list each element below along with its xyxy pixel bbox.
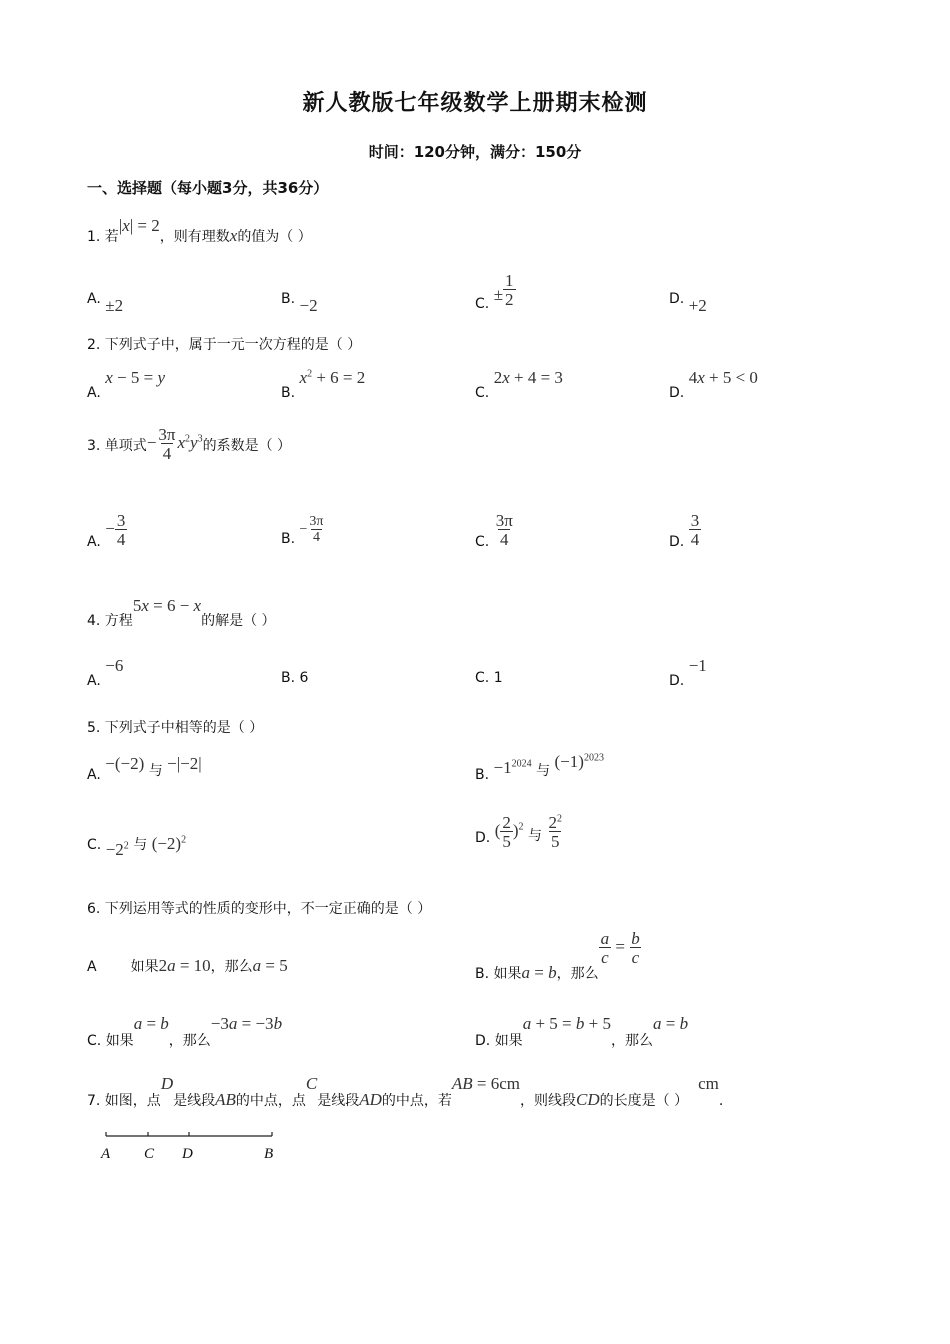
question-4: 4. 方程5x = 6 − x的解是（ ） — [87, 596, 276, 629]
segment-figure — [96, 1128, 286, 1168]
q5-option-a[interactable]: A. −(−2) 与 −|−2| — [87, 754, 202, 783]
q4-option-b[interactable]: B. 6 — [281, 670, 309, 686]
question-2: 2. 下列式子中，属于一元一次方程的是（ ） — [87, 337, 362, 353]
question-7: 7. 如图，点D是线段AB的中点，点C是线段AD的中点，若AB = 6cm，则线段CD的长度是（ ）cm. — [87, 1074, 724, 1109]
q2-option-b[interactable]: B. $x^2 + 6 = 2$ — [281, 368, 366, 401]
q2-option-d[interactable]: D. 4x + 5 < 0 — [669, 368, 758, 401]
exam-info: 时间：120分钟，满分：150分 — [368, 143, 582, 161]
q6-option-a[interactable]: A 如果2a = 10，那么a = 5 — [87, 956, 288, 975]
q1-option-c[interactable]: C. ± $\frac{1}{2}$ — [475, 271, 514, 312]
q5-option-b[interactable]: B. $-1^{2024}$ 与 $(-1)^{2023}$ — [475, 752, 604, 783]
question-1: 1. 若|x| = 2，则有理数x的值为（ ） — [87, 216, 312, 245]
q4-option-a[interactable]: A. −6 — [87, 656, 124, 689]
q4-option-c[interactable]: C. 1 — [475, 670, 503, 686]
q1-equation: |x| = 2 — [118, 216, 160, 235]
point-a-label: A — [101, 1146, 111, 1162]
q6-option-b[interactable]: B. 如果a = b，那么 $\frac{a}{c}$ = $\frac{b}{c}$ — [475, 929, 640, 982]
question-6: 6. 下列运用等式的性质的变形中，不一定正确的是（ ） — [87, 901, 432, 917]
q3-option-b[interactable]: B. − $\frac{3\pi}{4}$ — [281, 514, 324, 548]
q6-option-c[interactable]: C. 如果a = b，那么−3a = −3b — [87, 1014, 283, 1049]
point-d-label: D — [182, 1146, 193, 1162]
q5-option-c[interactable]: C. $-2^2$ 与 $(-2)^2$ — [87, 834, 187, 859]
q4-option-d[interactable]: D. −1 — [669, 656, 707, 689]
section-heading: 一、选择题（每小题3分，共36分） — [87, 179, 329, 197]
q5-option-d[interactable]: D. ( $\frac{2}{5}$ )$^2$ 与 $\frac{2^2}{5}$ — [475, 813, 562, 851]
q1-option-a[interactable]: A. ±2 — [87, 291, 124, 315]
q1-option-d[interactable]: D. +2 — [669, 291, 707, 315]
q3-option-d[interactable]: D. $\frac{3}{4}$ — [669, 511, 700, 550]
point-b-label: B — [264, 1146, 274, 1162]
q1-option-b[interactable]: B. −2 — [281, 291, 318, 315]
q3-option-a[interactable]: A. − $\frac{3}{4}$ — [87, 511, 126, 550]
q2-option-c[interactable]: C. 2x + 4 = 3 — [475, 368, 563, 401]
q3-monomial: − $\frac{3\pi}{4}$ $x^2y^3$ — [146, 425, 203, 463]
page-title: 新人教版七年级数学上册期末检测 — [302, 91, 648, 116]
q6-option-d[interactable]: D. 如果a + 5 = b + 5，那么a = b — [475, 1014, 689, 1049]
question-3: 3. 单项式− $\frac{3\pi}{4}$ $x^2y^3$的系数是（ ） — [87, 425, 292, 463]
point-c-label: C — [144, 1146, 155, 1162]
question-5: 5. 下列式子中相等的是（ ） — [87, 720, 264, 736]
q2-option-a[interactable]: A. x − 5 = y — [87, 368, 166, 401]
q3-option-c[interactable]: C. $\frac{3\pi}{4}$ — [475, 511, 513, 550]
